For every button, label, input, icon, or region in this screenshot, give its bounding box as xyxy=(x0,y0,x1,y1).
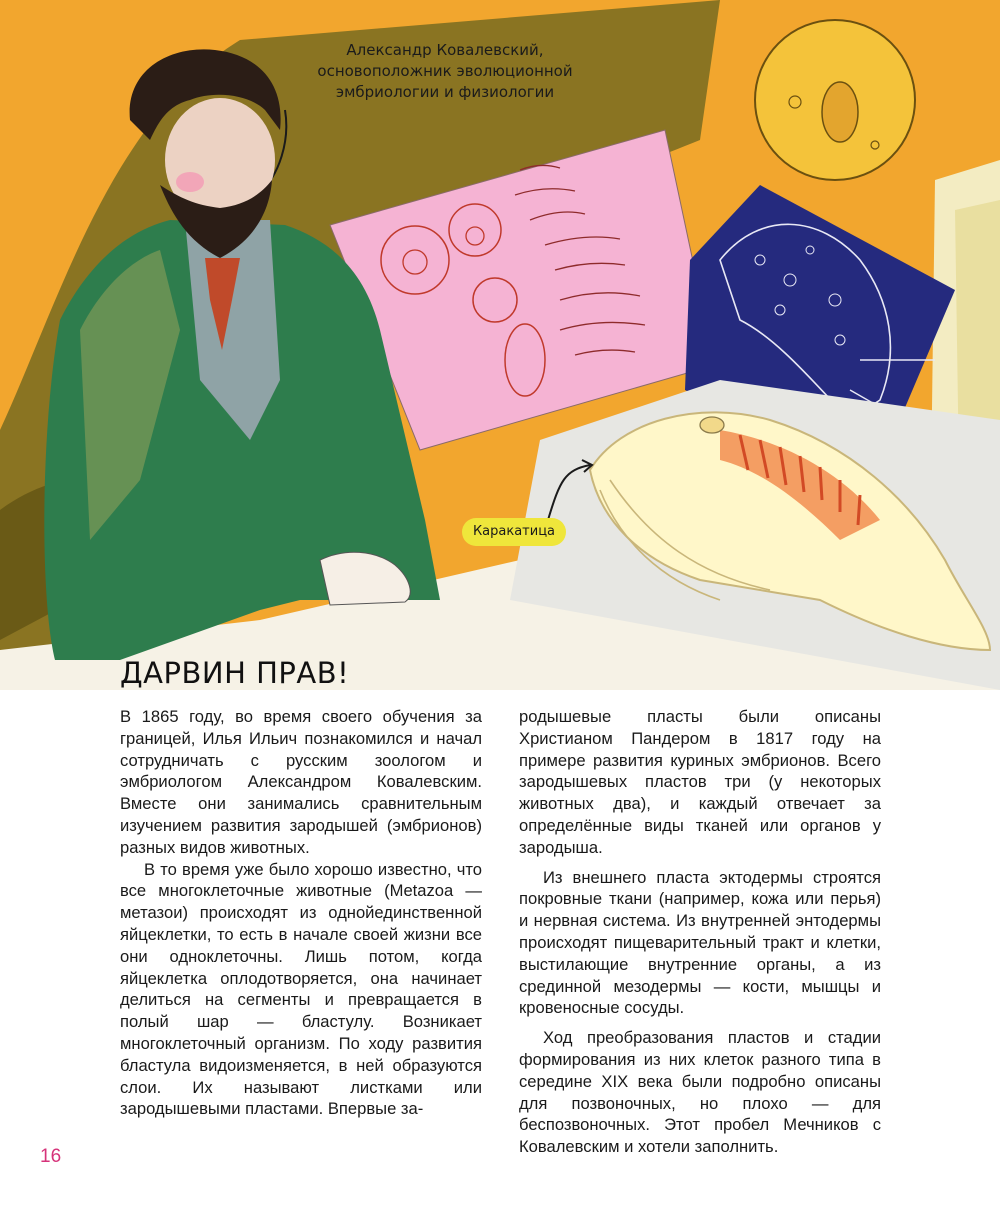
right-text-column xyxy=(519,706,881,1158)
paragraph: Ход преобразования пластов и стадии формирования из них клеток разного типа в середине XIX века были подробно описаны для позвоночных, но плохо — для беспозвоночных. Этот пробел Мечников с Ковалевским и хотели заполнить. xyxy=(519,1028,881,1157)
paragraph: родышевые пласты были описаны Христианом Пандером в 1817 году на примере развития куриных эмбрионов. Всего зародышевых пластов три (у некоторых животных два), и каждый отвечает за определённые виды тканей или органов у зародыша. xyxy=(519,707,881,857)
cuttlefish-label: Каракатица xyxy=(462,518,566,546)
caption-line: основоположник эволюционной xyxy=(317,62,573,80)
paragraph: В 1865 году, во время своего обучения за границей, Илья Ильич познакомился и начал сотрудничать с русским зоологом и эмбриологом Александром Ковалевским. Вместе они занимались сравнительным изучением развития зародышей (эмбрионов) разных видов животных. xyxy=(120,707,482,857)
article-heading: ДАРВИН ПРАВ! xyxy=(120,656,350,690)
caption-line: Александр Ковалевский, xyxy=(346,41,544,59)
page-number: 16 xyxy=(40,1146,62,1167)
left-text-column xyxy=(120,706,482,1120)
portrait-caption xyxy=(300,40,590,103)
paragraph: Из внешнего пласта эктодермы строятся покровные ткани (например, кожа или перья) и нервная система. Из внутренней энтодермы происходят пищеварительный тракт и клетки, выстилающие внутренние органы, а из срединной мезодермы — кости, мышцы и кровеносные сосуды. xyxy=(519,867,881,1018)
caption-line: эмбриологии и физиологии xyxy=(335,83,555,101)
paragraph: В то время уже было хорошо известно, что все многоклеточные животные (Metazoa — метазои) происходят из однойединственной яйцеклетки, то есть в начале своей жизни все они одноклеточны. Лишь потом, когда яйцеклетка оплодотворяется, она начинает делиться на сегменты и превращается в полый шар — бластулу. Возникает многоклеточный организм. По ходу развития бластула видоизменяется, в ней образуются слои. Их называют листками или зародышевыми пластами. Впервые за- xyxy=(120,859,482,1119)
